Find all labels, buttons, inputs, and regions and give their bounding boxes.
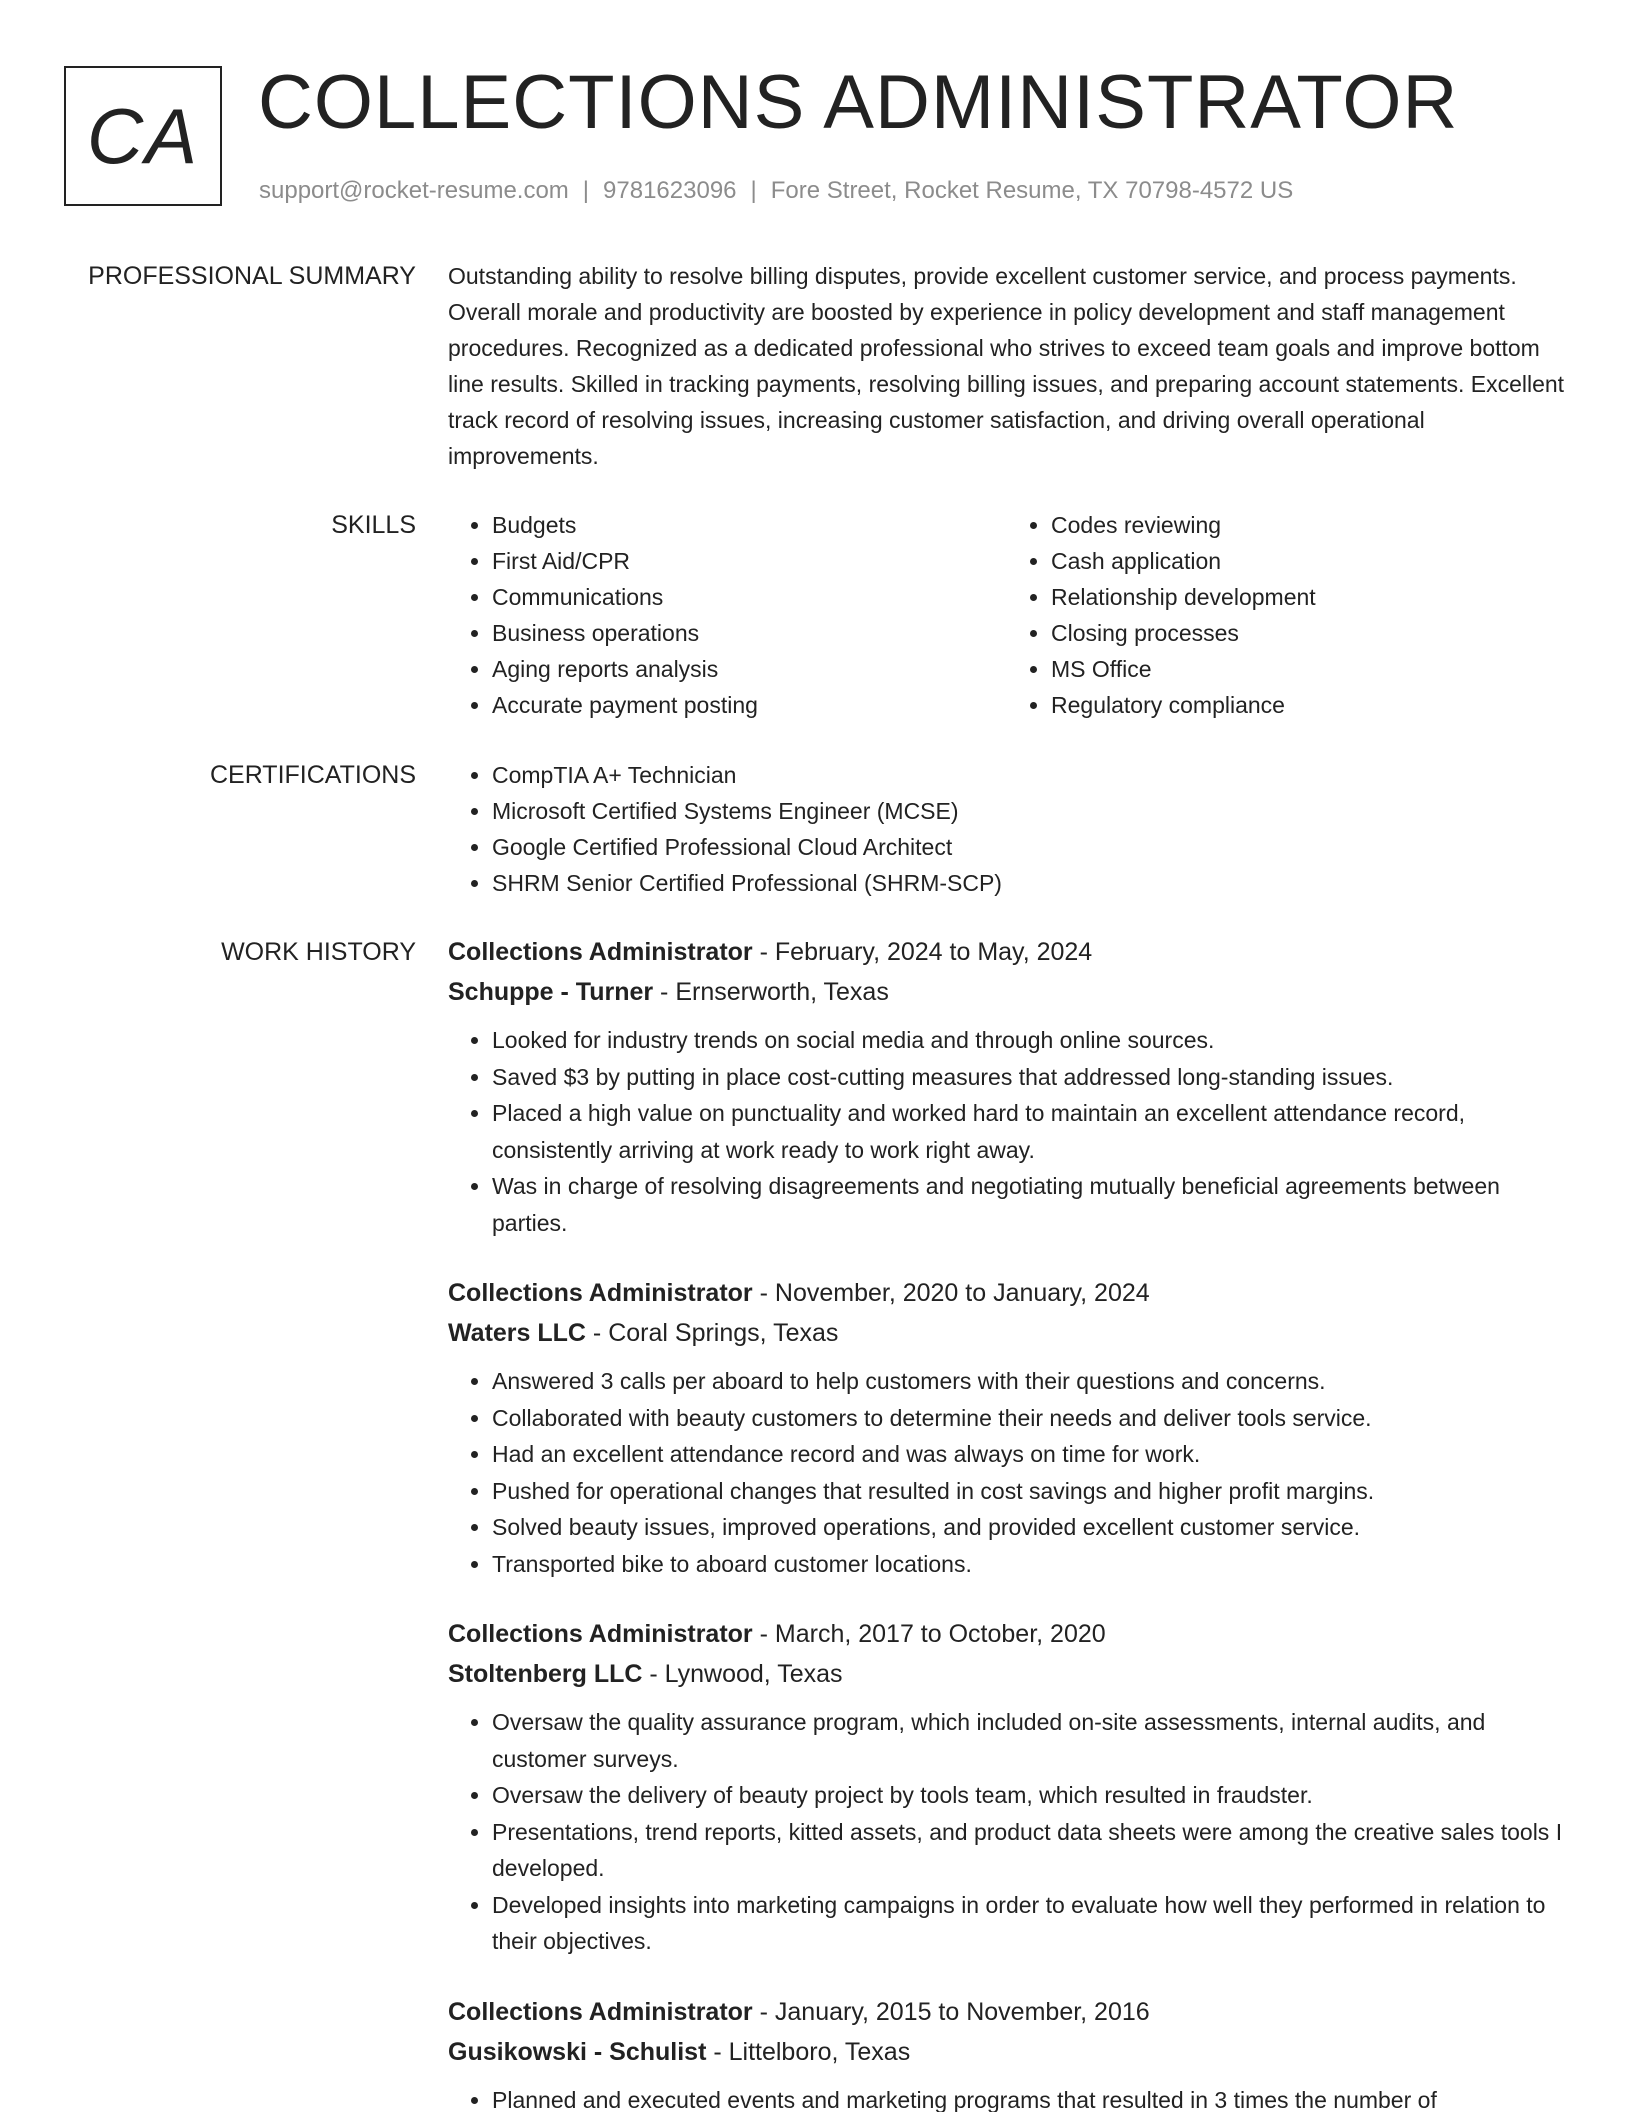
- job-bullet: • Transported bike to aboard customer locations.: [492, 1546, 1566, 1583]
- job-bullet: • Planned and executed events and marketing programs that resulted in 3 times the number of: [492, 2082, 1566, 2112]
- certifications-list: [448, 757, 1566, 901]
- job-entry: [448, 1992, 1566, 2112]
- skill-item: • Relationship development: [1051, 579, 1566, 615]
- job-bullet: • Developed insights into marketing campaigns in order to evaluate how well they performed in relation to their objectives.: [492, 1887, 1566, 1960]
- job-title: Collections Administrator: [448, 1620, 753, 1648]
- resume-title: COLLECTIONS ADMINISTRATOR: [258, 60, 1459, 145]
- job-bullets: [448, 2082, 1566, 2112]
- job-title-line: [448, 1992, 1566, 2032]
- job-title: Collections Administrator: [448, 1279, 753, 1307]
- job-company: Waters LLC: [448, 1319, 586, 1347]
- job-company-line: [448, 1313, 1566, 1353]
- job-location: - Ernserworth, Texas: [653, 978, 889, 1006]
- job-location: - Lynwood, Texas: [642, 1660, 843, 1688]
- monogram-initials: CA: [86, 91, 200, 180]
- job-title: Collections Administrator: [448, 938, 753, 966]
- skill-item: • Communications: [492, 579, 1007, 615]
- job-bullet: • Oversaw the quality assurance program, which included on-site assessments, internal audits, and customer surveys.: [492, 1704, 1566, 1777]
- job-company-line: [448, 972, 1566, 1012]
- skills-list-left: [448, 507, 1007, 723]
- certifications-body: [448, 757, 1566, 901]
- job-entry: [448, 1273, 1566, 1582]
- work-history-label: WORK HISTORY: [221, 938, 416, 966]
- skill-item: • Codes reviewing: [1051, 507, 1566, 543]
- job-bullets: [448, 1022, 1566, 1241]
- job-company-line: [448, 1654, 1566, 1694]
- job-bullet: • Presentations, trend reports, kitted assets, and product data sheets were among the creative sales tools I developed.: [492, 1814, 1566, 1887]
- job-bullet: • Saved $3 by putting in place cost-cutting measures that addressed long-standing issues.: [492, 1059, 1566, 1096]
- job-company: Stoltenberg LLC: [448, 1660, 643, 1688]
- job-entry: [448, 932, 1566, 1241]
- skills-body: [448, 507, 1566, 723]
- summary-text: Outstanding ability to resolve billing disputes, provide excellent customer service, and process payments. Overall morale and productivity are boosted by experience in policy development and staff management procedures. Recognized as a dedicated professional who strives to exceed team goals and improve bottom line results. Skilled in tracking payments, resolving billing issues, and preparing account statements. Excellent track record of resolving issues, increasing customer satisfaction, and driving overall operational improvements.: [448, 263, 1565, 469]
- job-location: - Littelboro, Texas: [706, 2037, 911, 2066]
- job-dates: - January, 2015 to November, 2016: [752, 1997, 1150, 2026]
- job-bullet: • Solved beauty issues, improved operations, and provided excellent customer service.: [492, 1509, 1566, 1546]
- contact-separator: |: [750, 177, 757, 204]
- skills-list-right: [1007, 507, 1566, 723]
- skill-item: • MS Office: [1051, 651, 1566, 687]
- job-dates: - February, 2024 to May, 2024: [752, 938, 1093, 966]
- job-title-line: [448, 932, 1566, 972]
- skill-item: • Budgets: [492, 507, 1007, 543]
- certification-item: • Microsoft Certified Systems Engineer (MCSE): [492, 793, 1566, 829]
- certification-item: • SHRM Senior Certified Professional (SHRM-SCP): [492, 865, 1566, 901]
- job-bullet: • Looked for industry trends on social media and through online sources.: [492, 1022, 1566, 1059]
- job-bullets: [448, 1363, 1566, 1582]
- contact-email: support@rocket-resume.com: [259, 177, 569, 204]
- skill-item: • Business operations: [492, 615, 1007, 651]
- job-bullet: • Oversaw the delivery of beauty project by tools team, which resulted in fraudster.: [492, 1777, 1566, 1814]
- contact-address: Fore Street, Rocket Resume, TX 70798-4572 US: [770, 177, 1294, 204]
- job-title: Collections Administrator: [448, 1997, 753, 2026]
- skill-item: • Regulatory compliance: [1051, 687, 1566, 723]
- summary-label: PROFESSIONAL SUMMARY: [88, 262, 416, 290]
- job-company: Schuppe - Turner: [448, 978, 654, 1006]
- work-history-body: [448, 932, 1566, 2112]
- job-bullets: [448, 1704, 1566, 1960]
- job-bullet: • Pushed for operational changes that resulted in cost savings and higher profit margins.: [492, 1473, 1566, 1510]
- job-bullet: • Was in charge of resolving disagreements and negotiating mutually beneficial agreements between parties.: [492, 1168, 1566, 1241]
- job-bullet: • Placed a high value on punctuality and worked hard to maintain an excellent attendance record, consistently arriving at work ready to work right away.: [492, 1095, 1566, 1168]
- skill-item: • First Aid/CPR: [492, 543, 1007, 579]
- job-dates: - March, 2017 to October, 2020: [752, 1620, 1106, 1648]
- contact-separator: |: [582, 177, 590, 204]
- skill-item: • Accurate payment posting: [492, 687, 1007, 723]
- job-title-line: [448, 1614, 1566, 1654]
- contact-phone: 9781623096: [603, 177, 737, 204]
- skills-label: SKILLS: [331, 511, 416, 539]
- skill-item: • Cash application: [1051, 543, 1566, 579]
- job-dates: - November, 2020 to January, 2024: [752, 1279, 1150, 1307]
- job-bullet: • Collaborated with beauty customers to determine their needs and deliver tools service.: [492, 1400, 1566, 1437]
- summary-body: [448, 258, 1566, 474]
- job-title-line: [448, 1273, 1566, 1313]
- monogram-box: [64, 66, 222, 206]
- job-company: Gusikowski - Schulist: [448, 2037, 707, 2066]
- certification-item: • CompTIA A+ Technician: [492, 757, 1566, 793]
- job-entry: [448, 1614, 1566, 1960]
- contact-line: [259, 176, 1293, 206]
- job-bullet: • Answered 3 calls per aboard to help customers with their questions and concerns.: [492, 1363, 1566, 1400]
- certification-item: • Google Certified Professional Cloud Architect: [492, 829, 1566, 865]
- job-bullet: • Had an excellent attendance record and was always on time for work.: [492, 1436, 1566, 1473]
- job-location: - Coral Springs, Texas: [585, 1319, 839, 1347]
- certifications-label: CERTIFICATIONS: [209, 761, 416, 789]
- job-company-line: [448, 2032, 1566, 2072]
- skill-item: • Closing processes: [1051, 615, 1566, 651]
- skill-item: • Aging reports analysis: [492, 651, 1007, 687]
